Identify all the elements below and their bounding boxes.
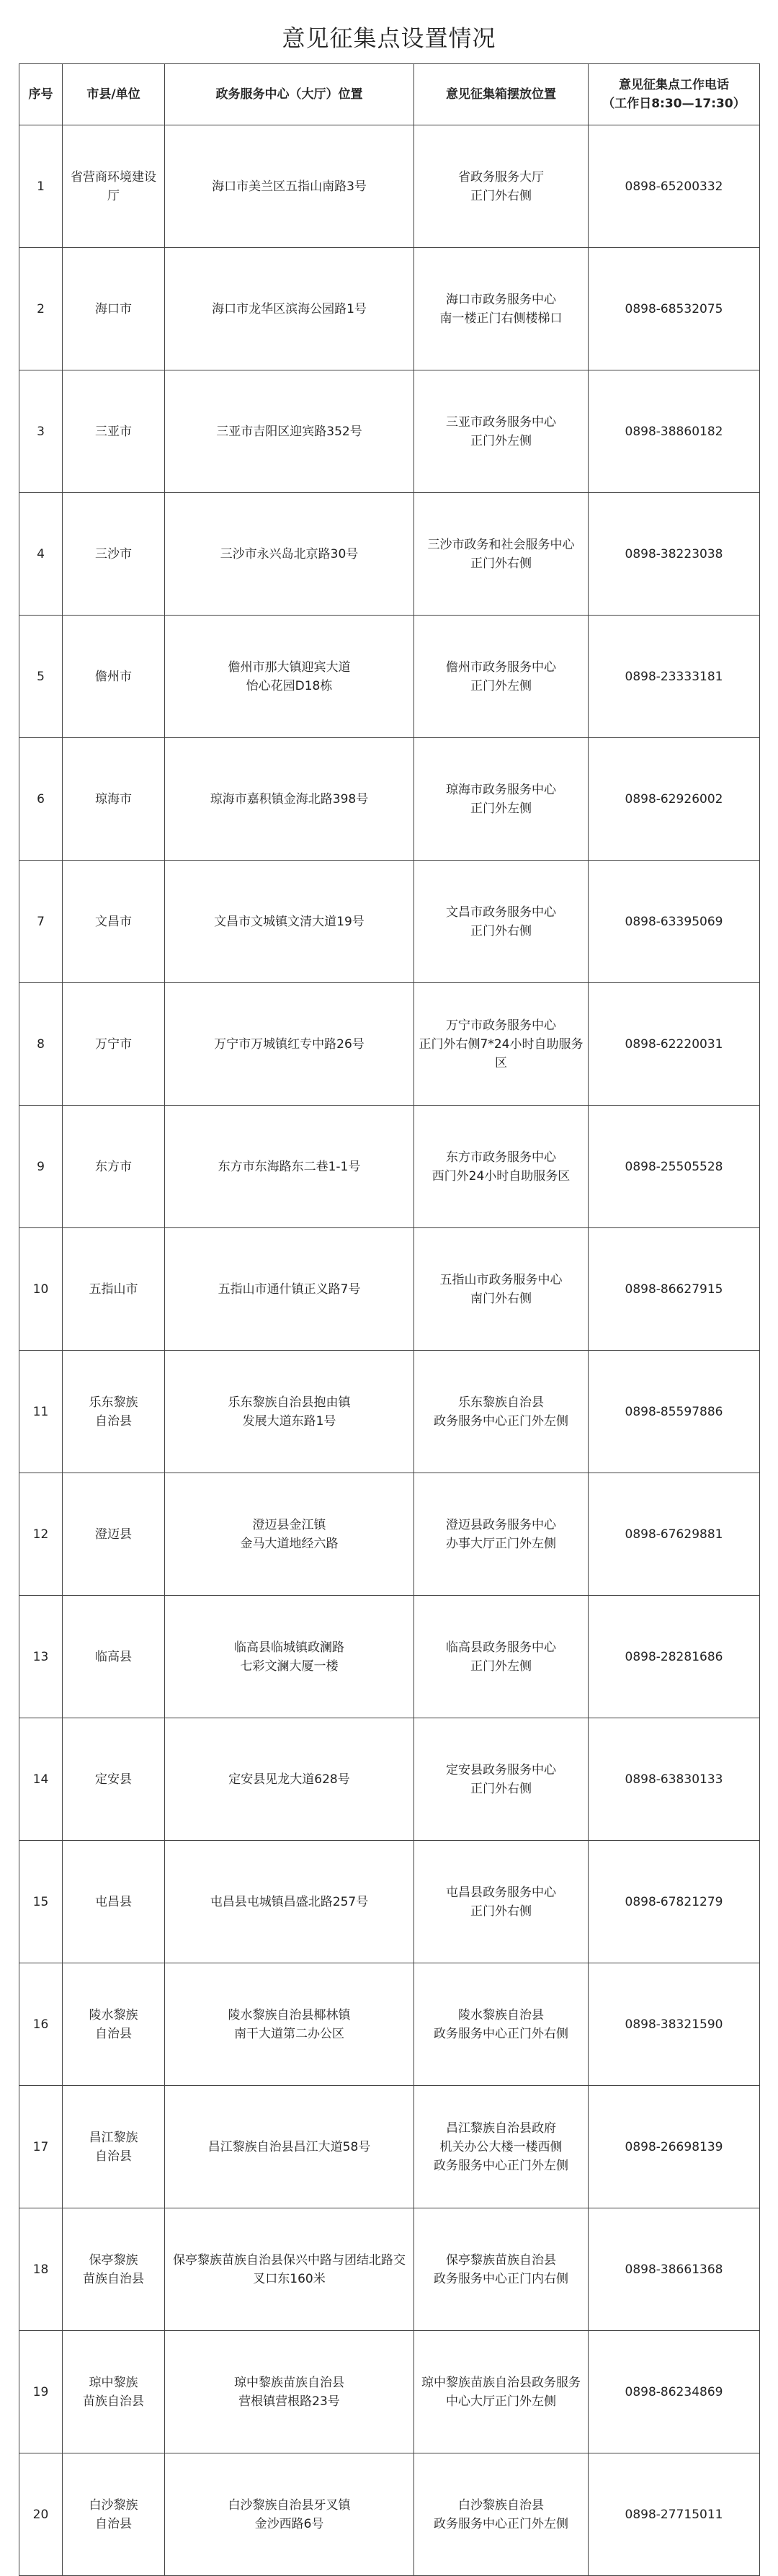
cell-center: 东方市东海路东二巷1-1号 xyxy=(165,1106,414,1228)
table-row xyxy=(19,861,760,983)
cell-box: 澄迈县政务服务中心 办事大厅正门外左侧 xyxy=(414,1473,589,1596)
cell-phone: 0898-65200332 xyxy=(589,125,760,248)
cell-center: 白沙黎族自治县牙叉镇 金沙西路6号 xyxy=(165,2453,414,2576)
page-title: 意见征集点设置情况 xyxy=(282,25,496,52)
cell-phone: 0898-85597886 xyxy=(589,1351,760,1473)
cell-phone: 0898-38321590 xyxy=(589,1963,760,2086)
cell-index: 1 xyxy=(19,125,63,248)
cell-center: 三亚市吉阳区迎宾路352号 xyxy=(165,370,414,493)
cell-center: 陵水黎族自治县椰林镇 南干大道第二办公区 xyxy=(165,1963,414,2086)
cell-index: 3 xyxy=(19,370,63,493)
cell-index: 10 xyxy=(19,1228,63,1351)
cell-box: 三亚市政务服务中心 正门外左侧 xyxy=(414,370,589,493)
cell-index: 11 xyxy=(19,1351,63,1473)
cell-index: 18 xyxy=(19,2208,63,2331)
cell-index: 17 xyxy=(19,2086,63,2208)
cell-index: 8 xyxy=(19,983,63,1106)
cell-unit: 琼中黎族 苗族自治县 xyxy=(63,2331,165,2453)
cell-index: 15 xyxy=(19,1841,63,1963)
cell-phone: 0898-67821279 xyxy=(589,1841,760,1963)
table-row xyxy=(19,983,760,1106)
cell-box: 屯昌县政务服务中心 正门外右侧 xyxy=(414,1841,589,1963)
cell-center: 文昌市文城镇文清大道19号 xyxy=(165,861,414,983)
cell-box: 琼中黎族苗族自治县政务服务中心大厅正门外左侧 xyxy=(414,2331,589,2453)
cell-box: 保亭黎族苗族自治县 政务服务中心正门内右侧 xyxy=(414,2208,589,2331)
cell-phone: 0898-63830133 xyxy=(589,1718,760,1841)
cell-center: 乐东黎族自治县抱由镇 发展大道东路1号 xyxy=(165,1351,414,1473)
table-row xyxy=(19,248,760,370)
cell-phone: 0898-67629881 xyxy=(589,1473,760,1596)
table-row xyxy=(19,1351,760,1473)
cell-phone: 0898-26698139 xyxy=(589,2086,760,2208)
cell-unit: 保亭黎族 苗族自治县 xyxy=(63,2208,165,2331)
cell-phone: 0898-68532075 xyxy=(589,248,760,370)
cell-box: 文昌市政务服务中心 正门外右侧 xyxy=(414,861,589,983)
cell-unit: 省营商环境建设厅 xyxy=(63,125,165,248)
cell-unit: 文昌市 xyxy=(63,861,165,983)
cell-box: 临高县政务服务中心 正门外左侧 xyxy=(414,1596,589,1718)
cell-phone: 0898-25505528 xyxy=(589,1106,760,1228)
cell-box: 陵水黎族自治县 政务服务中心正门外右侧 xyxy=(414,1963,589,2086)
cell-center: 三沙市永兴岛北京路30号 xyxy=(165,493,414,616)
cell-center: 琼中黎族苗族自治县 营根镇营根路23号 xyxy=(165,2331,414,2453)
table-row xyxy=(19,738,760,861)
cell-center: 海口市龙华区滨海公园路1号 xyxy=(165,248,414,370)
cell-unit: 五指山市 xyxy=(63,1228,165,1351)
cell-phone: 0898-86627915 xyxy=(589,1228,760,1351)
table-header-row xyxy=(19,64,760,125)
cell-box: 五指山市政务服务中心 南门外右侧 xyxy=(414,1228,589,1351)
cell-center: 保亭黎族苗族自治县保兴中路与团结北路交叉口东160米 xyxy=(165,2208,414,2331)
cell-index: 16 xyxy=(19,1963,63,2086)
cell-unit: 海口市 xyxy=(63,248,165,370)
cell-unit: 乐东黎族 自治县 xyxy=(63,1351,165,1473)
table-row xyxy=(19,1106,760,1228)
cell-center: 屯昌县屯城镇昌盛北路257号 xyxy=(165,1841,414,1963)
cell-center: 琼海市嘉积镇金海北路398号 xyxy=(165,738,414,861)
cell-unit: 屯昌县 xyxy=(63,1841,165,1963)
cell-center: 五指山市通什镇正义路7号 xyxy=(165,1228,414,1351)
cell-center: 临高县临城镇政澜路 七彩文澜大厦一楼 xyxy=(165,1596,414,1718)
table-row xyxy=(19,370,760,493)
cell-index: 7 xyxy=(19,861,63,983)
table-row xyxy=(19,1596,760,1718)
cell-center: 昌江黎族自治县昌江大道58号 xyxy=(165,2086,414,2208)
cell-phone: 0898-62220031 xyxy=(589,983,760,1106)
cell-unit: 三沙市 xyxy=(63,493,165,616)
table-row xyxy=(19,2208,760,2331)
cell-index: 5 xyxy=(19,616,63,738)
cell-box: 东方市政务服务中心 西门外24小时自助服务区 xyxy=(414,1106,589,1228)
cell-phone: 0898-38860182 xyxy=(589,370,760,493)
table-row xyxy=(19,125,760,248)
cell-unit: 万宁市 xyxy=(63,983,165,1106)
table-row xyxy=(19,1473,760,1596)
cell-box: 昌江黎族自治县政府 机关办公大楼一楼西侧 政务服务中心正门外左侧 xyxy=(414,2086,589,2208)
cell-phone: 0898-86234869 xyxy=(589,2331,760,2453)
cell-box: 海口市政务服务中心 南一楼正门右侧楼梯口 xyxy=(414,248,589,370)
cell-index: 20 xyxy=(19,2453,63,2576)
header-center-location: 政务服务中心（大厅）位置 xyxy=(165,64,414,125)
cell-index: 9 xyxy=(19,1106,63,1228)
cell-center: 定安县见龙大道628号 xyxy=(165,1718,414,1841)
cell-unit: 临高县 xyxy=(63,1596,165,1718)
table-row xyxy=(19,1718,760,1841)
cell-box: 三沙市政务和社会服务中心 正门外右侧 xyxy=(414,493,589,616)
table-row xyxy=(19,2453,760,2576)
table-row xyxy=(19,493,760,616)
cell-index: 4 xyxy=(19,493,63,616)
table-row xyxy=(19,2331,760,2453)
table-row xyxy=(19,2086,760,2208)
cell-box: 乐东黎族自治县 政务服务中心正门外左侧 xyxy=(414,1351,589,1473)
table-row xyxy=(19,616,760,738)
cell-phone: 0898-23333181 xyxy=(589,616,760,738)
cell-index: 13 xyxy=(19,1596,63,1718)
cell-phone: 0898-28281686 xyxy=(589,1596,760,1718)
cell-unit: 三亚市 xyxy=(63,370,165,493)
cell-box: 琼海市政务服务中心 正门外左侧 xyxy=(414,738,589,861)
header-box-location: 意见征集箱摆放位置 xyxy=(414,64,589,125)
cell-box: 定安县政务服务中心 正门外右侧 xyxy=(414,1718,589,1841)
cell-phone: 0898-27715011 xyxy=(589,2453,760,2576)
cell-box: 儋州市政务服务中心 正门外左侧 xyxy=(414,616,589,738)
table-row xyxy=(19,1228,760,1351)
cell-center: 儋州市那大镇迎宾大道 怡心花园D18栋 xyxy=(165,616,414,738)
cell-unit: 陵水黎族 自治县 xyxy=(63,1963,165,2086)
table-row xyxy=(19,1963,760,2086)
cell-phone: 0898-38661368 xyxy=(589,2208,760,2331)
header-unit: 市县/单位 xyxy=(63,64,165,125)
header-index: 序号 xyxy=(19,64,63,125)
header-phone: 意见征集点工作电话 （工作日8:30—17:30） xyxy=(589,64,760,125)
collection-points-table xyxy=(19,63,760,2576)
cell-unit: 定安县 xyxy=(63,1718,165,1841)
cell-unit: 儋州市 xyxy=(63,616,165,738)
cell-unit: 澄迈县 xyxy=(63,1473,165,1596)
table-body xyxy=(19,125,760,2576)
cell-center: 万宁市万城镇红专中路26号 xyxy=(165,983,414,1106)
cell-phone: 0898-63395069 xyxy=(589,861,760,983)
cell-index: 14 xyxy=(19,1718,63,1841)
table-row xyxy=(19,1841,760,1963)
cell-center: 海口市美兰区五指山南路3号 xyxy=(165,125,414,248)
cell-center: 澄迈县金江镇 金马大道地经六路 xyxy=(165,1473,414,1596)
cell-box: 万宁市政务服务中心 正门外右侧7*24小时自助服务区 xyxy=(414,983,589,1106)
cell-phone: 0898-38223038 xyxy=(589,493,760,616)
cell-index: 12 xyxy=(19,1473,63,1596)
cell-unit: 琼海市 xyxy=(63,738,165,861)
cell-unit: 昌江黎族 自治县 xyxy=(63,2086,165,2208)
cell-box: 省政务服务大厅 正门外右侧 xyxy=(414,125,589,248)
cell-index: 19 xyxy=(19,2331,63,2453)
cell-unit: 东方市 xyxy=(63,1106,165,1228)
cell-unit: 白沙黎族 自治县 xyxy=(63,2453,165,2576)
cell-phone: 0898-62926002 xyxy=(589,738,760,861)
cell-index: 2 xyxy=(19,248,63,370)
cell-box: 白沙黎族自治县 政务服务中心正门外左侧 xyxy=(414,2453,589,2576)
cell-index: 6 xyxy=(19,738,63,861)
